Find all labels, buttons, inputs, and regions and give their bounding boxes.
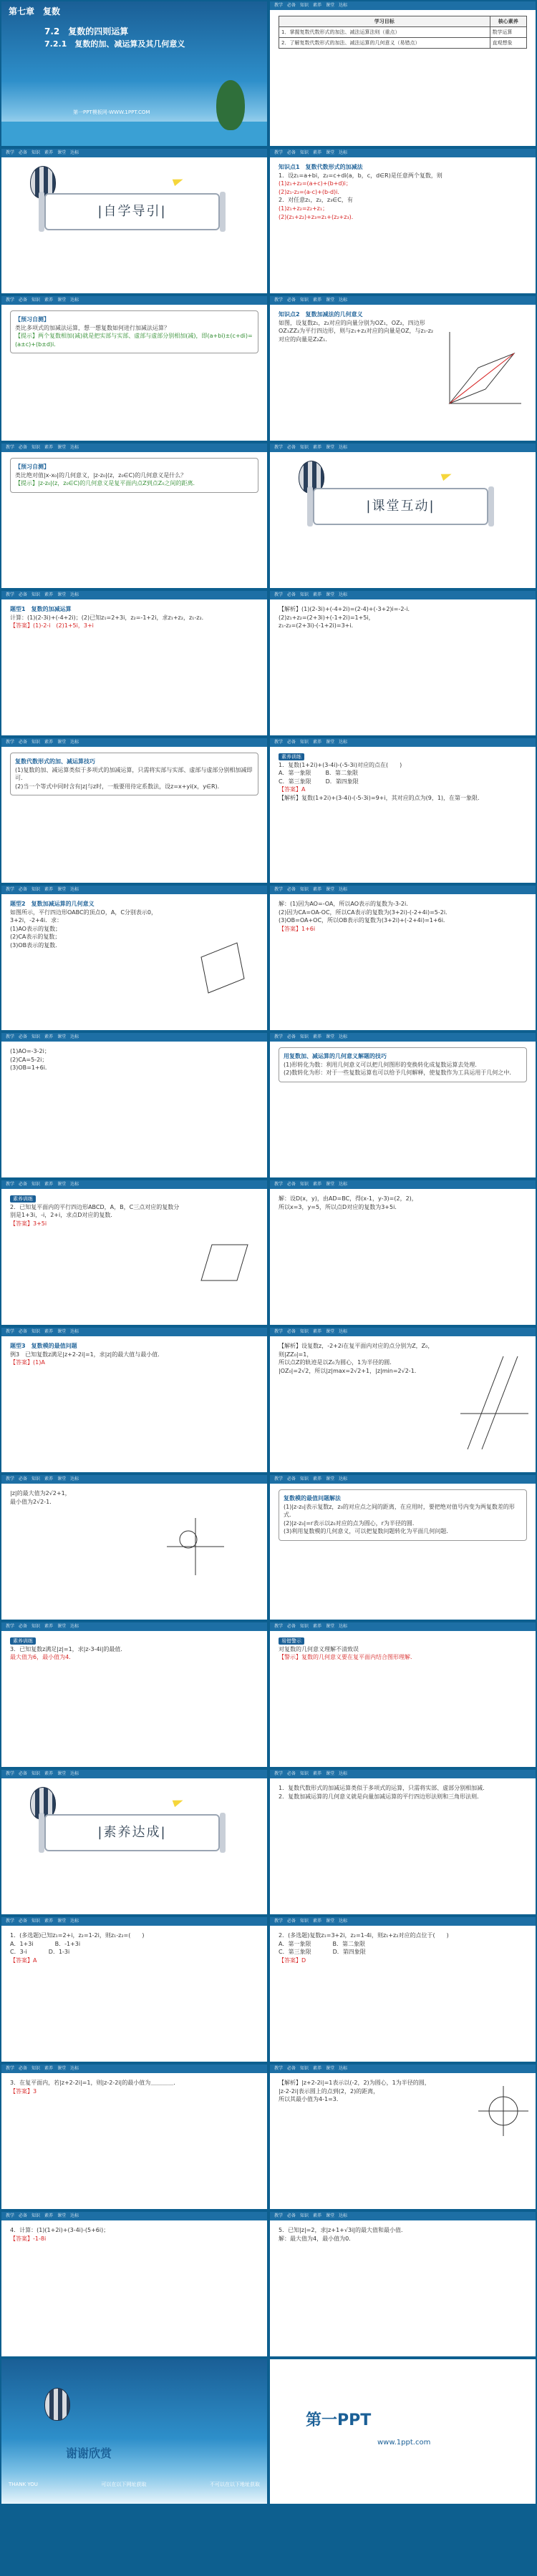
nav-bar: 教学 必备 知识 素养 课堂 达标	[270, 1033, 536, 1042]
nav-bar: 教学 必备 知识 素养 课堂 达标	[1, 591, 267, 599]
slide-zixue	[1, 149, 267, 293]
nav-bar: 教学 必备 知识 素养 课堂 达标	[270, 1917, 536, 1926]
slide-type-1: 教学 必备 知识 素养 课堂 达标 题型1 复数的加减运算 计算：(1)(2-3i)+(-4+2i)；(2)已知z₁=2+3i，z₂=-1+2i，求z₁+z₂，z₁-z₂． 【答案】(1)-2-i (2)1+5i，3+i	[1, 591, 267, 735]
parallelogram-abcd	[187, 1223, 258, 1295]
slide-preview-2: 教学 必备 知识 素养 课堂 达标 【预习自测】 类比绝对值|x-x₀|的几何意义，|z-z₀|(z，z₀∈C)的几何意义是什么？ 【提示】|z-z₀|(z，z₀∈C)的几何意义是复平面内点Z到点Z₀之间的距离．	[1, 444, 267, 588]
nav-bar: 教学 必备 知识 素养 课堂 达标	[1, 2212, 267, 2220]
slide-solution-5: 教学 必备 知识 素养 课堂 达标 【解析】设复数z，-2+2i在复平面内对应的点分别为Z，Z₀，则|ZZ₀|=1， 所以点Z的轨迹是以Z₀为圆心，1为半径的圆． |OZ₀|=2√2，所以|z|max=2√2+1，|z|min=2√2-1．	[270, 1328, 536, 1472]
slide-solution-4: 教学 必备 知识 素养 课堂 达标 解：设D(x，y)，由AD=BC，得(x-1，y-3)=(2，2)， 所以x=3，y=5，所以点D对应的复数为3+5i．	[270, 1180, 536, 1325]
nav-bar: 教学 必备 知识 素养 课堂 达标	[1, 149, 267, 157]
nav-bar: 教学 必备 知识 素养 课堂 达标	[1, 1180, 267, 1189]
section-scroll: |素养达成|	[44, 1814, 220, 1851]
balloon-icon	[44, 2388, 70, 2421]
slide-suyang	[1, 1770, 267, 1914]
slide-type-2: 教学 必备 知识 素养 课堂 达标 题型2 复数加减运算的几何意义 如图所示，平行四边形OABC的顶点O，A，C分别表示0，3+2i，-2+4i．求： (1)AO表示的复数； (2)CA表示的复数； (3)OB表示的复数．	[1, 886, 267, 1030]
slide-solution-1: 教学 必备 知识 素养 课堂 达标 【解析】(1)(2-3i)+(-4+2i)=(2-4)+(-3+2)i=-2-i． (2)z₁+z₂=(2+3i)+(-1+2i)=1+5i， z₁-z₂=(2+3i)-(-1+2i)=3+i．	[270, 591, 536, 735]
nav-bar: 教学 必备 知识 素养 课堂 达标	[1, 1917, 267, 1926]
nav-bar: 教学 必备 知识 素养 课堂 达标	[1, 1622, 267, 1631]
thanks-text: 谢谢欣赏	[66, 2447, 112, 2460]
nav-bar: 教学 必备 知识 素养 课堂 达标	[1, 1475, 267, 1484]
slide-practice-1: 教学 必备 知识 素养 课堂 达标 素养训练 1．复数(1+2i)+(3-4i)-(-5-3i)对应的点在( ) A．第一象限 B．第二象限 C．第三象限 D．第四象限 【答案】A 【解析】复数(1+2i)+(3-4i)-(-5-3i)=9+i，其对应的点为(9，1)，在第一象限．	[270, 738, 536, 883]
nav-bar: 教学 必备 知识 素养 课堂 达标	[270, 2212, 536, 2220]
paper-plane-icon	[441, 471, 453, 481]
chapter-title: 第七章 复数	[9, 6, 61, 16]
subsection-title: 7.2.1 复数的加、减运算及其几何意义	[44, 39, 185, 49]
nav-bar: 教学 必备 知识 素养 课堂 达标	[270, 149, 536, 157]
nav-bar: 教学 必备 知识 素养 课堂 达标	[1, 886, 267, 894]
slide-solution-6: 教学 必备 知识 素养 课堂 达标 |z|的最大值为2√2+1， 最小值为2√2-1．	[1, 1475, 267, 1620]
paper-plane-icon	[173, 176, 185, 186]
slide-knowledge-2: 教学 必备 知识 素养 课堂 达标 知识点2 复数加减法的几何意义 如图，设复数z₁，z₂对应的向量分别为OZ₁，OZ₂，四边形OZ₁ZZ₂为平行四边形，则与z₁+z₂对应的向量是OZ，与z₁-z₂对应的向量是Z₂Z₁．	[270, 296, 536, 441]
slide-exercise-4: 教学 必备 知识 素养 课堂 达标 4．计算：(1)(1+2i)+(3-4i)-(5+6i)； 【答案】-1-8i	[1, 2212, 267, 2356]
slide-ketang	[270, 444, 536, 588]
slide-practice-3: 教学 必备 知识 素养 课堂 达标 素养训练 3．已知复数z满足|z|=1，求|z-3-4i|的最值． 最大值为6，最小值为4．	[1, 1622, 267, 1767]
nav-bar: 教学 必备 知识 素养 课堂 达标	[270, 1180, 536, 1189]
footer-links: THANK YOU 可以在以下网址获取 不可以在以下地址获取	[9, 2482, 260, 2487]
nav-bar: 教学 必备 知识 素养 课堂 达标	[270, 1770, 536, 1778]
slide-exercise-3: 教学 必备 知识 素养 课堂 达标 3．在复平面内，若|z+2-2i|=1，则|z-2-2i|的最小值为＿＿＿＿． 【答案】3	[1, 2065, 267, 2209]
footer-text: 第一PPT模板网-WWW.1PPT.COM	[73, 109, 150, 115]
circle-diagram	[478, 2086, 528, 2136]
nav-bar: 教学 必备 知识 素养 课堂 达标	[270, 2065, 536, 2073]
section-title: 7.2 复数的四则运算	[44, 26, 129, 36]
parallelogram-diagram	[442, 325, 528, 411]
nav-bar: 教学 必备 知识 素养 课堂 达标	[270, 1622, 536, 1631]
slide-title	[1, 1, 267, 146]
nav-bar: 教学 必备 知识 素养 课堂 达标	[1, 444, 267, 452]
nav-bar: 教学 必备 知识 素养 课堂 达标	[270, 1328, 536, 1336]
slide-exercise-2: 教学 必备 知识 素养 课堂 达标 2．(多选题)复数z₁=3+2i，z₂=1-4i，则z₁+z₂对应的点位于( ) A．第一象限 B．第二象限 C．第三象限 D．第四象限 【答案】D	[270, 1917, 536, 2062]
nav-bar: 教学 必备 知识 素养 课堂 达标	[1, 2065, 267, 2073]
nav-bar: 教学 必备 知识 素养 课堂 达标	[1, 1328, 267, 1336]
slide-thanks	[1, 2359, 267, 2504]
slide-preview-1: 教学 必备 知识 素养 课堂 达标 【预习自测】 类比多项式的加减法运算，想一想复数如何进行加减法运算？ 【提示】两个复数相加(减)就是把实部与实部、虚部与虚部分别相加(减)，即(a+bi)±(c+di)=(a±c)+(b±d)i．	[1, 296, 267, 441]
nav-bar: 教学 必备 知识 素养 课堂 达标	[1, 296, 267, 305]
slide-solution-3: 教学 必备 知识 素养 课堂 达标 (1)AO=-3-2i； (2)CA=5-2i； (3)OB=1+6i．	[1, 1033, 267, 1177]
nav-bar: 教学 必备 知识 素养 课堂 达标	[270, 591, 536, 599]
nav-bar: 教学 必备 知识 素养 课堂 达标	[270, 886, 536, 894]
slide-warning: 教学 必备 知识 素养 课堂 达标 易错警示 对复数的几何意义理解不清致误 【警示】复数的几何意义要在复平面内结合图形理解．	[270, 1622, 536, 1767]
section-scroll: |自学导引|	[44, 193, 220, 230]
parallelogram-oabc	[187, 929, 258, 1000]
nav-bar: 教学 必备 知识 素养 课堂 达标	[270, 1475, 536, 1484]
slide-logo	[270, 2359, 536, 2504]
slide-method-2: 教学 必备 知识 素养 课堂 达标 用复数加、减运算的几何意义解题的技巧 (1)形转化为数：利用几何意义可以把几何图形的变换转化成复数运算去处理． (2)数转化为形：对于一些复数运算也可以给予几何解释，使复数作为工具运用于几何之中．	[270, 1033, 536, 1177]
site-text: www.1ppt.com	[377, 2439, 431, 2447]
nav-bar: 教学 必备 知识 素养 课堂 达标	[270, 738, 536, 747]
slide-type-3: 教学 必备 知识 素养 课堂 达标 题型3 复数模的最值问题 例3 已知复数z满足|z+2-2i|=1，求|z|的最大值与最小值． 【答案】(1)A	[1, 1328, 267, 1472]
slide-method-1: 教学 必备 知识 素养 课堂 达标 复数代数形式的加、减运算技巧 (1)复数的加、减运算类似于多项式的加减运算，只需将实部与实部、虚部与虚部分别相加减即可． (2)当一个等式中同时含有|z|与z时，一般要用待定系数法，设z=x+yi(x，y∈R)．	[1, 738, 267, 883]
slide-method-3: 教学 必备 知识 素养 课堂 达标 复数模的最值问题解法 (1)|z-z₀|表示复数z，z₀的对应点之间的距离，在应用时，要把绝对值号内变为两复数差的形式． (2)|z-z₀|=r表示以z₀对应的点为圆心，r为半径的圆． (3)利用复数模的几何意义，可以把复数问题转化为平面几何问题．	[270, 1475, 536, 1620]
slide-exercise-5: 教学 必备 知识 素养 课堂 达标 5．已知|z|=2，求|z+1+√3i|的最大值和最小值． 解：最大值为4，最小值为0．	[270, 2212, 536, 2356]
slide-exercise-1: 教学 必备 知识 素养 课堂 达标 1．(多选题)已知z₁=2+i，z₂=1-2i，则z₁-z₂=( ) A．1+3i B．-1+3i C．3-i D．1-3i 【答案】A	[1, 1917, 267, 2062]
tree-icon	[216, 80, 245, 130]
slide-objectives	[270, 1, 536, 146]
paper-plane-icon	[173, 1797, 185, 1807]
nav-bar: 教学 必备 知识 素养 课堂 达标	[270, 296, 536, 305]
section-scroll: |课堂互动|	[313, 488, 488, 525]
objectives-table: 学习目标 核心素养 1．掌握复数代数形式的加法、减法运算法则（重点） 数学运算 2．了解复数代数形式的加法、减法运算的几何意义（易错点） 直观想象	[279, 16, 527, 49]
lines-diagram	[460, 1349, 528, 1456]
axes-diagram	[167, 1518, 224, 1575]
nav-bar: 教学 必备 知识 素养 课堂 达标	[270, 444, 536, 452]
slide-solution-7: 教学 必备 知识 素养 课堂 达标 【解析】|z+2-2i|=1表示以(-2，2)为圆心，1为半径的圆， |z-2-2i|表示圆上的点到(2，2)的距离， 所以其最小值为4-1=3．	[270, 2065, 536, 2209]
nav-bar: 教学 必备 知识 素养 课堂 达标	[270, 1, 536, 10]
nav-bar: 教学 必备 知识 素养 课堂 达标	[1, 1033, 267, 1042]
ppt-logo: 第一PPT	[306, 2411, 372, 2429]
slide-knowledge-1: 教学 必备 知识 素养 课堂 达标 知识点1 复数代数形式的加减法 1．设z₁=a+bi，z₂=c+di(a，b，c，d∈R)是任意两个复数，则 (1)z₁+z₂=(a+c)+(b+d)i； (2)z₁-z₂=(a-c)+(b-d)i． 2．对任意z₁，z₂，z₃∈C，有 (1)z₁+z₂=z₂+z₁； (2)(z₁+z₂)+z₃=z₁+(z₂+z₃)．	[270, 149, 536, 293]
nav-bar: 教学 必备 知识 素养 课堂 达标	[1, 738, 267, 747]
slide-practice-2: 教学 必备 知识 素养 课堂 达标 素养训练 2．已知复平面内的平行四边形ABCD，A，B，C三点对应的复数分别是1+3i，-i，2+i，求点D对应的复数． 【答案】3+5i	[1, 1180, 267, 1325]
slide-summary: 教学 必备 知识 素养 课堂 达标 1．复数代数形式的加减运算类似于多项式的运算，只需将实部、虚部分别相加减． 2．复数加减运算的几何意义就是向量加减运算的平行四边形法则和三角形法则．	[270, 1770, 536, 1914]
nav-bar: 教学 必备 知识 素养 课堂 达标	[1, 1770, 267, 1778]
slide-solution-2: 教学 必备 知识 素养 课堂 达标 解：(1)因为AO=-OA，所以AO表示的复数为-3-2i． (2)因为CA=OA-OC，所以CA表示的复数为(3+2i)-(-2+4i)=5-2i． (3)OB=OA+OC，所以OB表示的复数为(3+2i)+(-2+4i)=1+6i． 【答案】1+6i	[270, 886, 536, 1030]
